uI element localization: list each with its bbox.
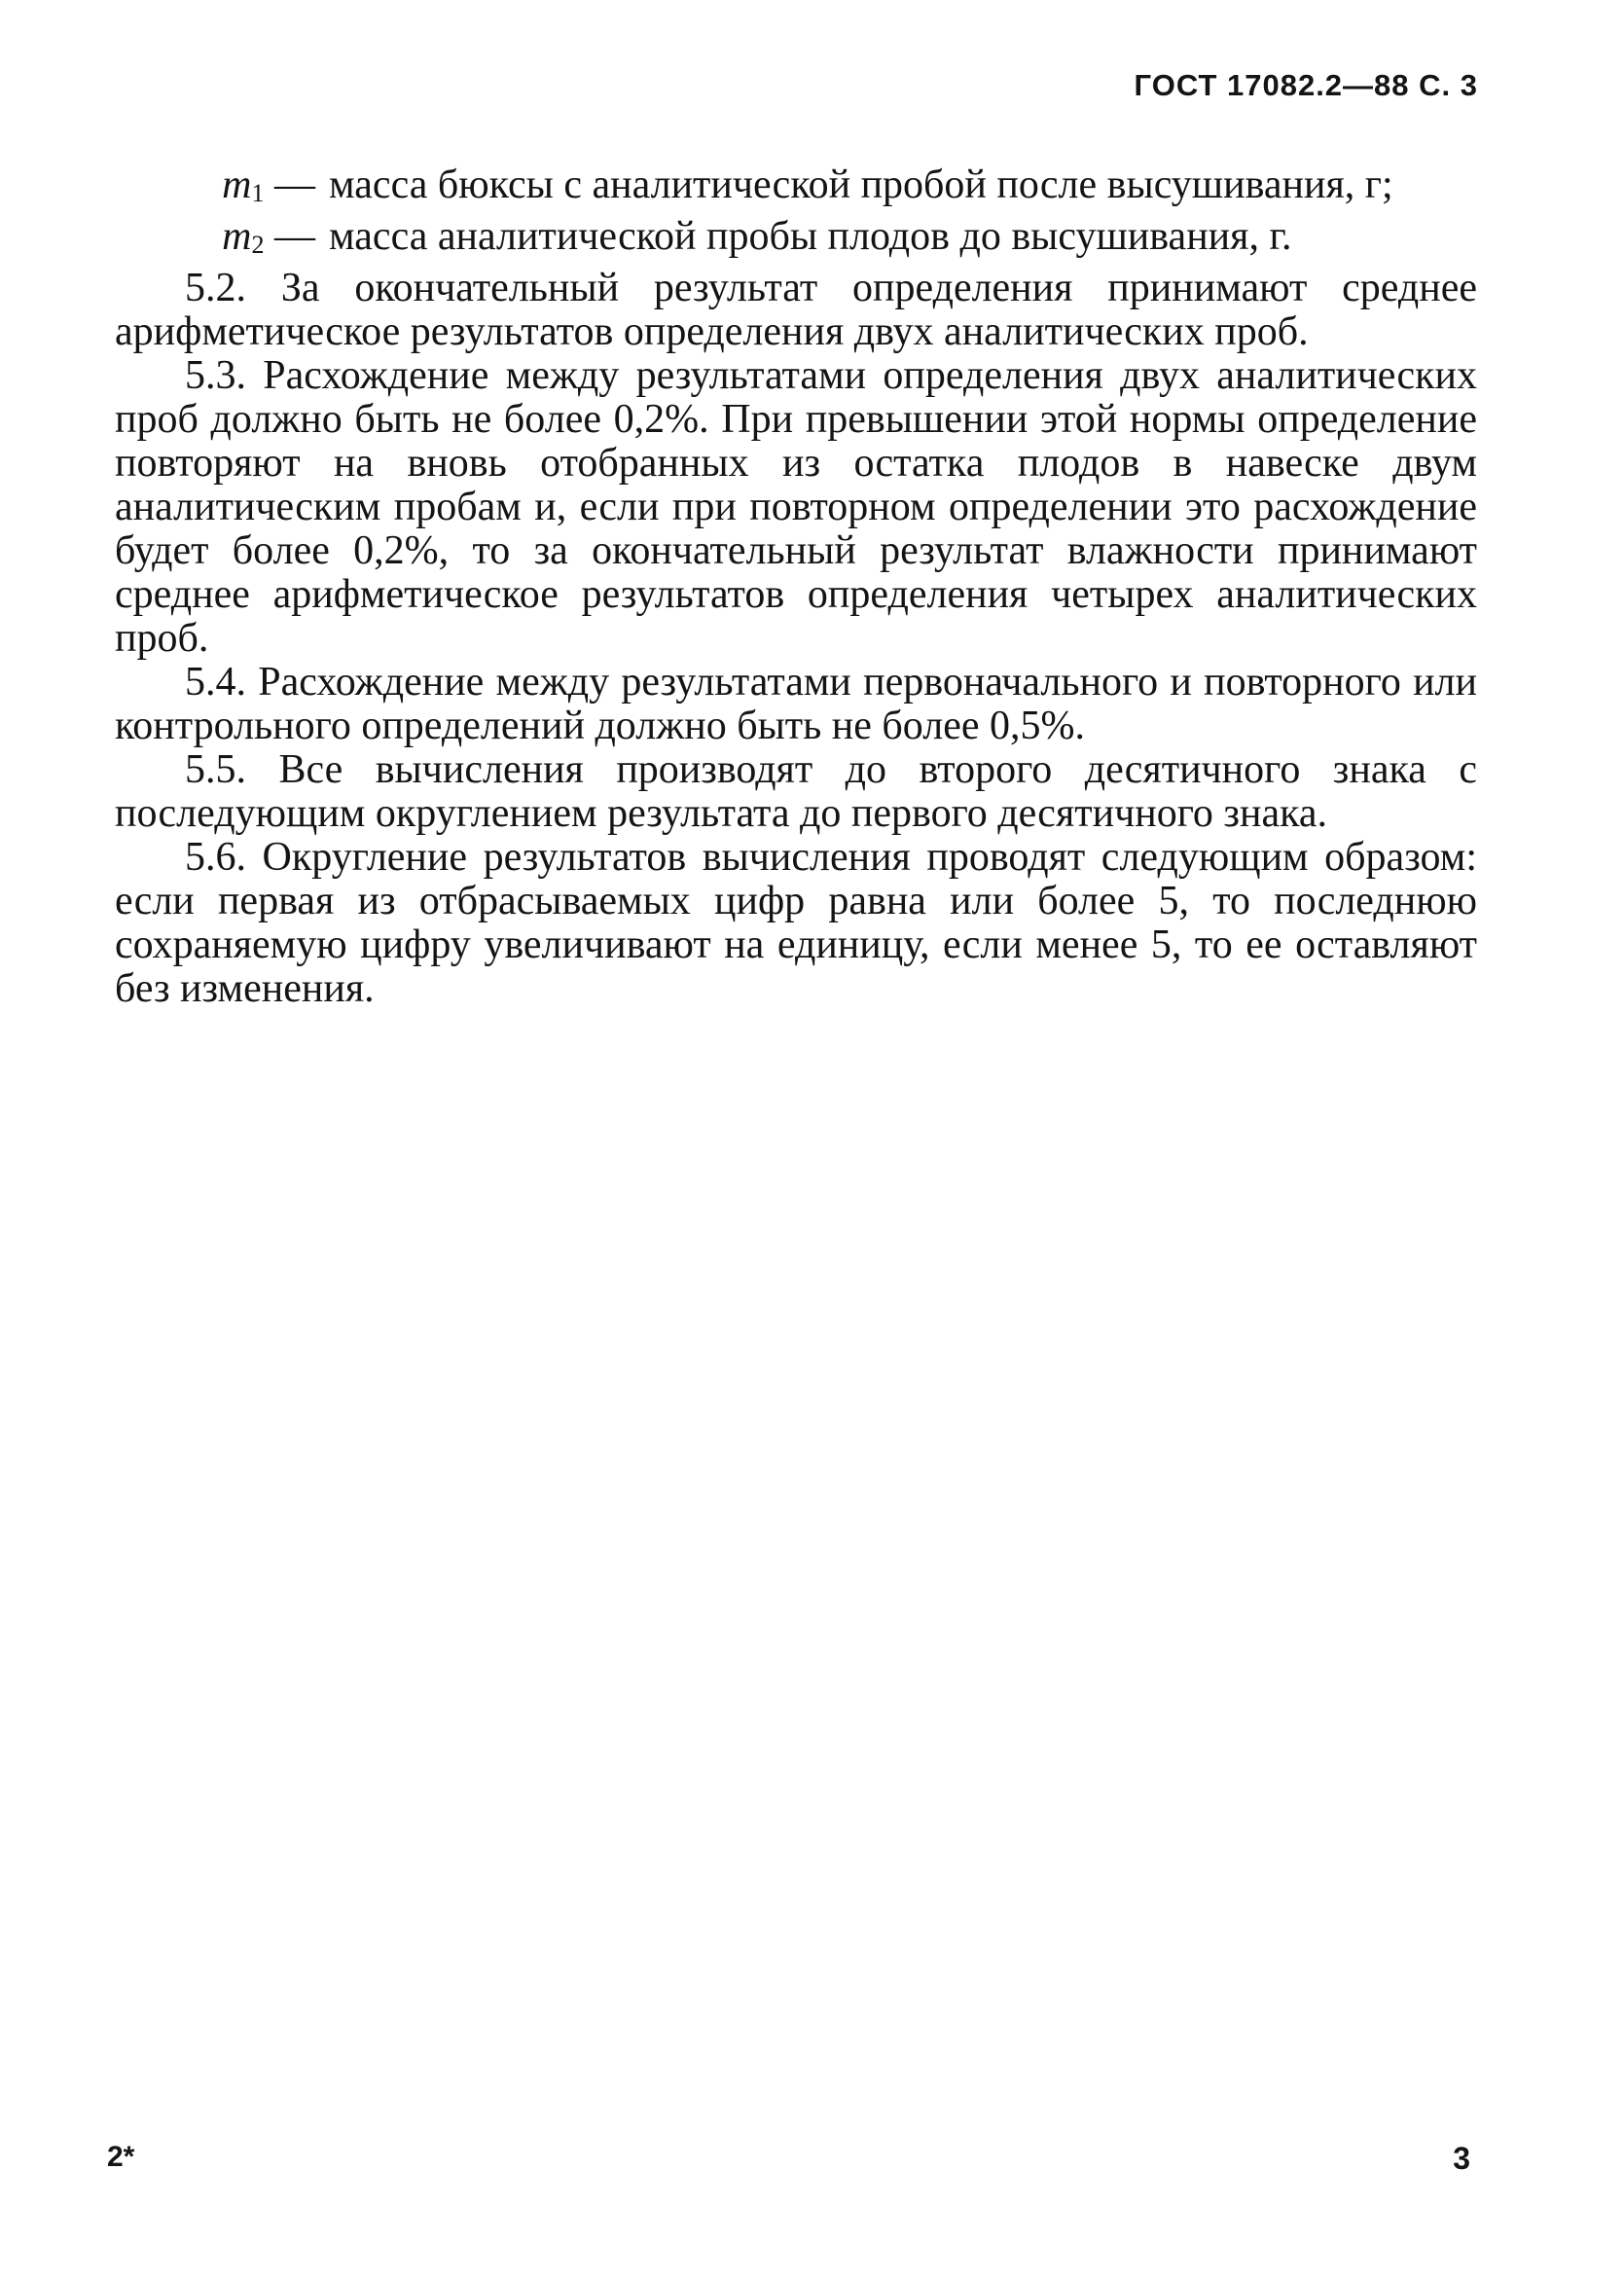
clause-5-4: 5.4. Расхождение между результатами первоначального и повторного или контрольного определений должно быть не более 0,5%.: [115, 660, 1477, 748]
page-number: 3: [1453, 2141, 1470, 2176]
definition-m2: [115, 215, 1477, 267]
symbol-letter: m: [222, 214, 252, 259]
definition-m1: [115, 163, 1477, 215]
page-running-title: ГОСТ 17082.2—88 С. 3: [1134, 68, 1478, 102]
signature-mark: 2*: [107, 2141, 135, 2173]
definition-symbol: [115, 215, 329, 267]
clause-5-6: 5.6. Округление результатов вычисления проводят следующим образом: если первая из отбрасываемых цифр равна или более 5, то последнюю сохраняемую цифру увеличивают на единицу, если менее 5, то ее оставляют без изменения.: [115, 835, 1477, 1011]
definition-text: масса бюксы с аналитической пробой после высушивания, г;: [329, 163, 1393, 207]
definition-symbol: [115, 163, 329, 215]
symbol-letter: m: [222, 163, 252, 207]
symbol-dash: —: [274, 163, 315, 207]
document-body: [115, 163, 1477, 1011]
clause-5-5: 5.5. Все вычисления производят до второго десятичного знака с последующим округлением результата до первого десятичного знака.: [115, 747, 1477, 836]
clause-5-3: 5.3. Расхождение между результатами определения двух аналитических проб должно быть не более 0,2%. При превышении этой нормы определение повторяют на вновь отобранных из остатка плодов в навеске двум аналитическим пробам и, если при повторном определении это расхождение будет более 0,2%, то за окончательный результат влажности принимают среднее арифметическое результатов определения четырех аналитических проб.: [115, 353, 1477, 661]
definition-text: масса аналитической пробы плодов до высушивания, г.: [329, 214, 1292, 259]
symbol-subscript: 1: [251, 179, 265, 207]
symbol-subscript: 2: [251, 231, 265, 259]
symbol-dash: —: [274, 214, 315, 259]
clause-5-2: 5.2. За окончательный результат определения принимают среднее арифметическое результатов определения двух аналитических проб.: [115, 266, 1477, 354]
